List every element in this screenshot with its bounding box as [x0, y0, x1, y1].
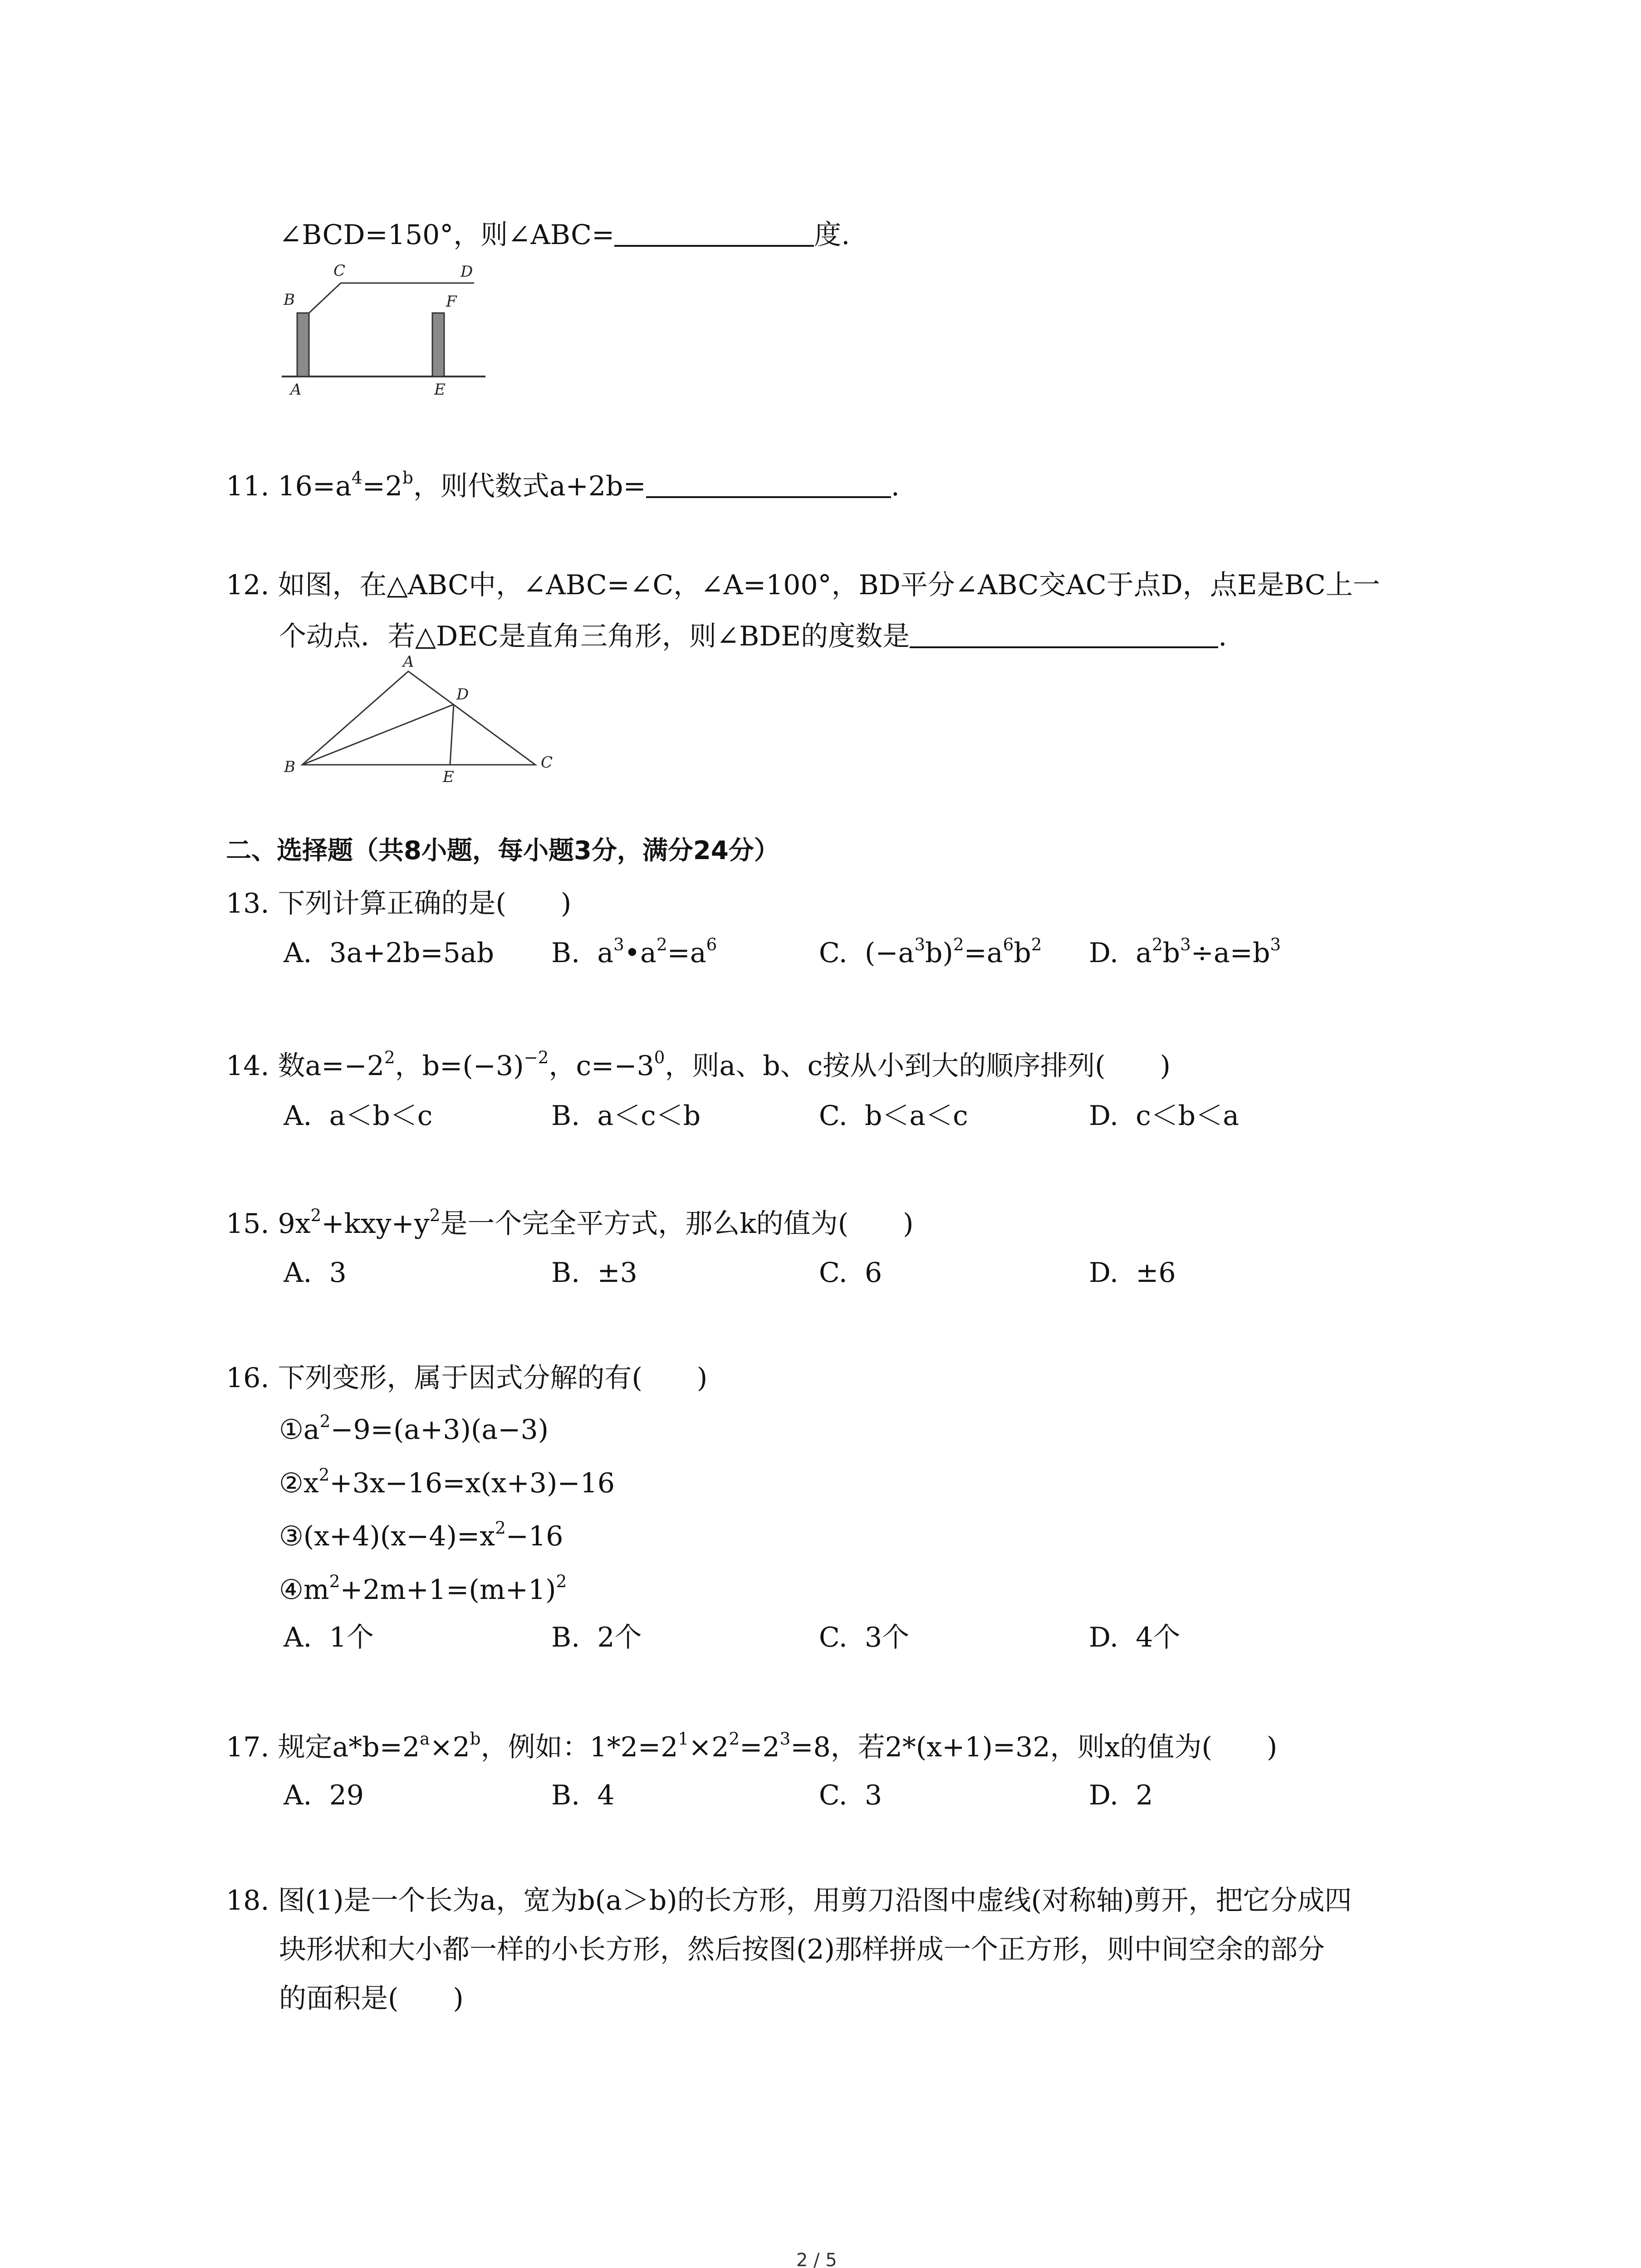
exp: 2	[729, 1728, 740, 1749]
option-letter: B.	[551, 1779, 580, 1811]
q15-stem-line	[226, 1205, 914, 1240]
fig12-label-d: D	[456, 685, 469, 704]
expr: =a	[667, 937, 706, 969]
expr: ，则a、b、c按从小到大的顺序排列(	[665, 1050, 1106, 1082]
q16-item-1	[279, 1411, 549, 1446]
option-letter: A.	[284, 1100, 312, 1132]
q17-option-a[interactable]	[284, 1779, 364, 1811]
option-text: b＜a＜c	[865, 1100, 968, 1132]
q11-exp2: b	[402, 467, 413, 488]
expr: a	[597, 937, 614, 969]
q15-option-b[interactable]	[551, 1257, 637, 1289]
fig10-label-b: B	[284, 291, 295, 309]
section2-title: 二、选择题（共8小题，每小题3分，满分24分）	[226, 836, 779, 865]
q15-close: )	[903, 1208, 914, 1240]
expr: a	[1136, 937, 1152, 969]
option-letter: D.	[1089, 937, 1119, 969]
expr: −9=(a+3)(a−3)	[330, 1414, 549, 1446]
exp: b	[470, 1728, 481, 1749]
q13-option-a[interactable]	[284, 939, 494, 967]
q16-close: )	[696, 1362, 708, 1394]
exp: 2	[556, 1571, 567, 1591]
q16-item-2	[279, 1464, 615, 1499]
option-letter: A.	[284, 937, 312, 969]
q16-option-a[interactable]	[284, 1624, 374, 1651]
exp: 2	[1031, 934, 1042, 954]
q16-stem-line	[226, 1364, 707, 1392]
q17-option-b[interactable]	[551, 1779, 615, 1811]
q10-answer-blank[interactable]	[614, 245, 814, 247]
q18-line3	[279, 1985, 464, 2012]
q18-close: )	[453, 1983, 464, 2014]
option-text: 6	[865, 1257, 882, 1289]
q17-option-d[interactable]	[1089, 1779, 1153, 1811]
fig12-label-c: C	[541, 753, 553, 772]
fig10-label-c: C	[333, 262, 346, 280]
q15-option-d[interactable]	[1089, 1257, 1176, 1289]
q13-stem: 下列计算正确的是(	[278, 888, 506, 919]
q12-text-line1: 如图，在△ABC中，∠ABC=∠C，∠A=100°，BD平分∠ABC交AC于点D，点E是BC上一	[278, 569, 1380, 601]
q14-option-b[interactable]	[551, 1100, 701, 1132]
q10-figure	[279, 259, 497, 404]
q12-answer-blank[interactable]	[910, 646, 1218, 648]
fig10-label-a: A	[290, 381, 302, 399]
q16-item-4	[279, 1571, 567, 1606]
exp: 2	[329, 1571, 340, 1591]
q17-number: 17.	[226, 1731, 269, 1763]
q18-number: 18.	[226, 1885, 269, 1916]
q14-option-a[interactable]	[284, 1100, 433, 1132]
exp: 2	[319, 1411, 331, 1431]
exp: 3	[779, 1728, 791, 1749]
fig12-label-a: A	[403, 653, 414, 671]
option-text: 2个	[597, 1622, 642, 1653]
option-letter: A.	[284, 1622, 312, 1653]
expr: 9x	[278, 1208, 311, 1240]
option-letter: A.	[284, 1257, 312, 1289]
q16-item-3	[279, 1517, 563, 1552]
exp: 3	[613, 934, 624, 954]
expr: −16	[505, 1520, 563, 1552]
q13-option-b[interactable]	[551, 934, 717, 969]
exp: 6	[1003, 934, 1014, 954]
q11-text-a: 16=a	[278, 470, 352, 502]
option-letter: B.	[551, 1257, 580, 1289]
q12-number: 12.	[226, 569, 269, 601]
q17-close: )	[1266, 1731, 1278, 1763]
option-text: a＜b＜c	[329, 1100, 433, 1132]
q11-text-b: =2	[362, 470, 403, 502]
expr: 数a=−2	[278, 1050, 384, 1082]
exp: 3	[914, 934, 926, 954]
option-text: ±3	[597, 1257, 637, 1289]
expr: 是一个完全平方式，那么k的值为(	[440, 1208, 849, 1240]
fig10-label-d: D	[460, 263, 473, 281]
q12-figure	[281, 653, 572, 785]
q12-text-line2: 个动点．若△DEC是直角三角形，则∠BDE的度数是	[279, 621, 910, 652]
option-text: 3个	[865, 1622, 910, 1653]
fig10-label-f: F	[446, 293, 457, 311]
q10-end: 度.	[814, 219, 850, 251]
q10-angle-line	[279, 221, 850, 249]
option-text: 4个	[1136, 1622, 1181, 1653]
q11-line	[226, 467, 900, 502]
option-letter: C.	[819, 1779, 847, 1811]
q12-line2	[279, 623, 1227, 650]
option-text: 1个	[329, 1622, 374, 1653]
fig12-label-b: B	[284, 758, 295, 776]
q13-number: 13.	[226, 888, 269, 919]
option-letter: D.	[1089, 1779, 1119, 1811]
exp: 6	[706, 934, 717, 954]
expr: •a	[624, 937, 656, 969]
expr: ，b=(−3)	[395, 1050, 524, 1082]
expr: +2m+1=(m+1)	[340, 1574, 556, 1606]
q15-option-a[interactable]	[284, 1257, 347, 1289]
expr: ①a	[279, 1414, 320, 1446]
exp: 1	[678, 1728, 689, 1749]
q18-text-line3: 的面积是(	[279, 1983, 399, 2014]
q14-option-c[interactable]	[819, 1100, 968, 1132]
option-letter: C.	[819, 1100, 847, 1132]
exp: 0	[654, 1047, 665, 1067]
expr: ×2	[689, 1731, 729, 1763]
q15-option-c[interactable]	[819, 1257, 882, 1289]
option-text: 3	[329, 1257, 347, 1289]
option-letter: B.	[551, 937, 580, 969]
option-letter: A.	[284, 1779, 312, 1811]
exp: 2	[318, 1464, 330, 1485]
expr: =2	[740, 1731, 780, 1763]
expr: ，c=−3	[549, 1050, 654, 1082]
expr: b	[1014, 937, 1031, 969]
q13-stem-line	[226, 890, 571, 917]
option-letter: B.	[551, 1100, 580, 1132]
exp: 2	[656, 934, 667, 954]
option-text: a＜c＜b	[597, 1100, 701, 1132]
q12-end: .	[1218, 621, 1227, 652]
option-letter: C.	[819, 1257, 847, 1289]
option-text: 3	[865, 1779, 882, 1811]
q14-close: )	[1160, 1050, 1171, 1082]
q11-number: 11.	[226, 470, 269, 502]
q16-option-c[interactable]	[819, 1624, 909, 1651]
option-letter: D.	[1089, 1622, 1119, 1653]
exp: 2	[384, 1047, 395, 1067]
q11-answer-blank[interactable]	[646, 496, 891, 498]
q17-stem-line	[226, 1728, 1278, 1763]
q14-stem-line	[226, 1047, 1171, 1082]
expr: =a	[964, 937, 1003, 969]
option-letter: B.	[551, 1622, 580, 1653]
exp: 2	[429, 1205, 441, 1225]
expr: (−a	[865, 937, 915, 969]
q11-end: .	[891, 470, 900, 502]
fig10-label-e: E	[434, 381, 446, 399]
exp: 2	[495, 1517, 506, 1538]
expr: =8，若2*(x+1)=32，则x的值为(	[790, 1731, 1212, 1763]
expr: ，例如：1*2=2	[480, 1731, 678, 1763]
exp: a	[420, 1728, 430, 1749]
option-text: 3a+2b=5ab	[329, 937, 494, 969]
q13-option-c[interactable]	[819, 934, 1042, 969]
expr: +kxy+y	[321, 1208, 430, 1240]
q16-number: 16.	[226, 1362, 269, 1394]
q18-text-line1: 图(1)是一个长为a，宽为b(a＞b)的长方形，用剪刀沿图中虚线(对称轴)剪开，把它分成四	[278, 1885, 1352, 1916]
option-text: c＜b＜a	[1136, 1100, 1239, 1132]
expr: ②x	[279, 1467, 319, 1499]
exp: 2	[953, 934, 964, 954]
option-letter: D.	[1089, 1257, 1119, 1289]
q12-line1	[226, 569, 1380, 601]
expr: b)	[925, 937, 953, 969]
q15-number: 15.	[226, 1208, 269, 1240]
expr: ③(x+4)(x−4)=x	[279, 1520, 495, 1552]
exp: 2	[1151, 934, 1163, 954]
q14-option-d[interactable]	[1089, 1100, 1239, 1132]
q17-option-c[interactable]	[819, 1779, 882, 1811]
option-letter: C.	[819, 1622, 847, 1653]
exp: 2	[310, 1205, 322, 1225]
expr: b	[1162, 937, 1181, 969]
q16-stem: 下列变形，属于因式分解的有(	[278, 1362, 642, 1394]
expr: 规定a*b=2	[278, 1731, 420, 1763]
option-letter: C.	[819, 937, 847, 969]
exp: 3	[1180, 934, 1191, 954]
q11-text-c: ，则代数式a+2b=	[413, 470, 646, 502]
expr: ÷a=b	[1190, 937, 1270, 969]
exp: 3	[1270, 934, 1281, 954]
expr: +3x−16=x(x+3)−16	[329, 1467, 615, 1499]
fig12-label-e: E	[443, 768, 454, 785]
q14-number: 14.	[226, 1050, 269, 1082]
q16-option-b[interactable]	[551, 1624, 642, 1651]
option-text: ±6	[1136, 1257, 1176, 1289]
q13-option-d[interactable]	[1089, 934, 1281, 969]
option-letter: D.	[1089, 1100, 1119, 1132]
q13-close: )	[560, 888, 572, 919]
q16-option-d[interactable]	[1089, 1624, 1180, 1651]
q18-line2: 块形状和大小都一样的小长方形，然后按图(2)那样拼成一个正方形，则中间空余的部分	[279, 1934, 1325, 1965]
exp: −2	[524, 1047, 549, 1067]
q10-statement: ∠BCD=150°，则∠ABC=	[279, 219, 615, 251]
option-text: 2	[1136, 1779, 1153, 1811]
expr: ④m	[279, 1574, 329, 1606]
option-text: 29	[329, 1779, 364, 1811]
expr: ×2	[430, 1731, 470, 1763]
q11-exp1: 4	[351, 467, 362, 488]
q18-line1	[226, 1887, 1352, 1914]
page-number: 2 / 5	[796, 2250, 837, 2268]
option-text: 4	[597, 1779, 615, 1811]
